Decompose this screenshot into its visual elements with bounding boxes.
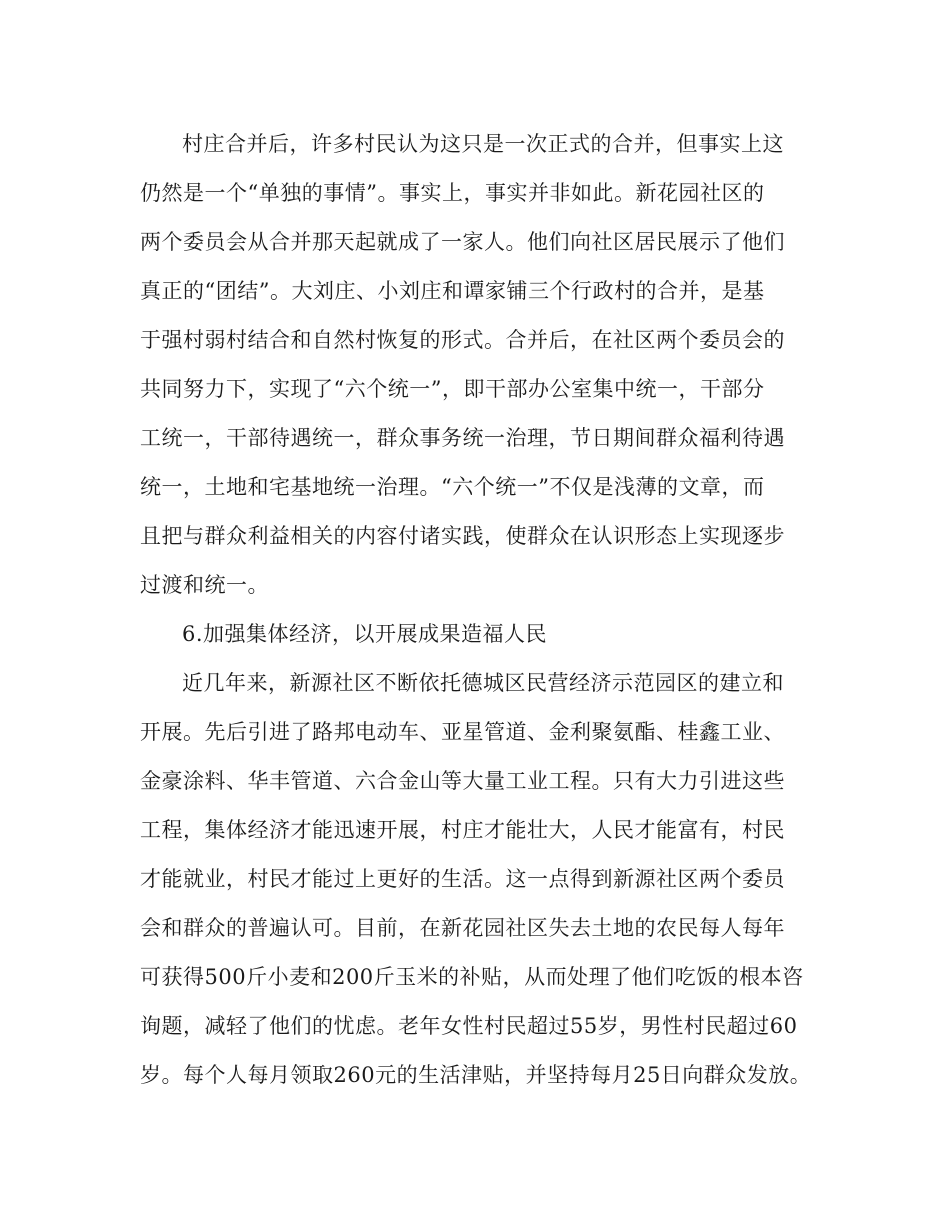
paragraph-1-line-3: 两个委员会从合并那天起就成了一家人。他们向社区居民展示了他们 [140,230,785,254]
paragraph-1-line-7: 工统一，干部待遇统一，群众事务统一治理，节日期间群众福利待遇 [140,426,785,450]
paragraph-2-line-8: 询题，减轻了他们的忧虑。老年女性村民超过55岁，男性村民超过60 [140,1014,798,1038]
paragraph-2-line-7: 可获得500斤小麦和200斤玉米的补贴，从而处理了他们吃饭的根本咨 [140,965,804,989]
paragraph-1-line-2: 仍然是一个“单独的事情”。事实上，事实并非如此。新花园社区的 [140,181,765,205]
paragraph-1-line-5: 于强村弱村结合和自然村恢复的形式。合并后，在社区两个委员会的 [140,328,785,352]
paragraph-2-line-5: 才能就业，村民才能过上更好的生活。这一点得到新源社区两个委员 [140,867,785,891]
paragraph-2-line-2: 开展。先后引进了路邦电动车、亚星管道、金利聚氨酯、桂鑫工业、 [140,720,785,744]
paragraph-1-line-6: 共同努力下，实现了“六个统一”，即干部办公室集中统一，干部分 [140,377,765,401]
paragraph-2-line-4: 工程，集体经济才能迅速开展，村庄才能壮大，人民才能富有，村民 [140,818,785,842]
paragraph-2-line-1: 近几年来，新源社区不断依托德城区民营经济示范园区的建立和 [182,671,784,695]
paragraph-2-line-6: 会和群众的普遍认可。目前，在新花园社区失去土地的农民每人每年 [140,916,785,940]
section-heading: 6.加强集体经济，以开展成果造福人民 [182,622,548,646]
paragraph-1-line-8: 统一，土地和宅基地统一治理。“六个统一”不仅是浅薄的文章，而 [140,475,765,499]
paragraph-1-line-1: 村庄合并后，许多村民认为这只是一次正式的合并，但事实上这 [182,132,784,156]
paragraph-2-line-3: 金豪涂料、华丰管道、六合金山等大量工业工程。只有大力引进这些 [140,769,785,793]
paragraph-2-line-9: 岁。每个人每月领取260元的生活津贴，并坚持每月25日向群众发放。 [140,1063,812,1087]
paragraph-1-line-10: 过渡和统一。 [140,573,269,597]
paragraph-1-line-9: 且把与群众利益相关的内容付诸实践，使群众在认识形态上实现逐步 [140,524,785,548]
paragraph-1-line-4: 真正的“团结”。大刘庄、小刘庄和谭家铺三个行政村的合并，是基 [140,279,765,303]
